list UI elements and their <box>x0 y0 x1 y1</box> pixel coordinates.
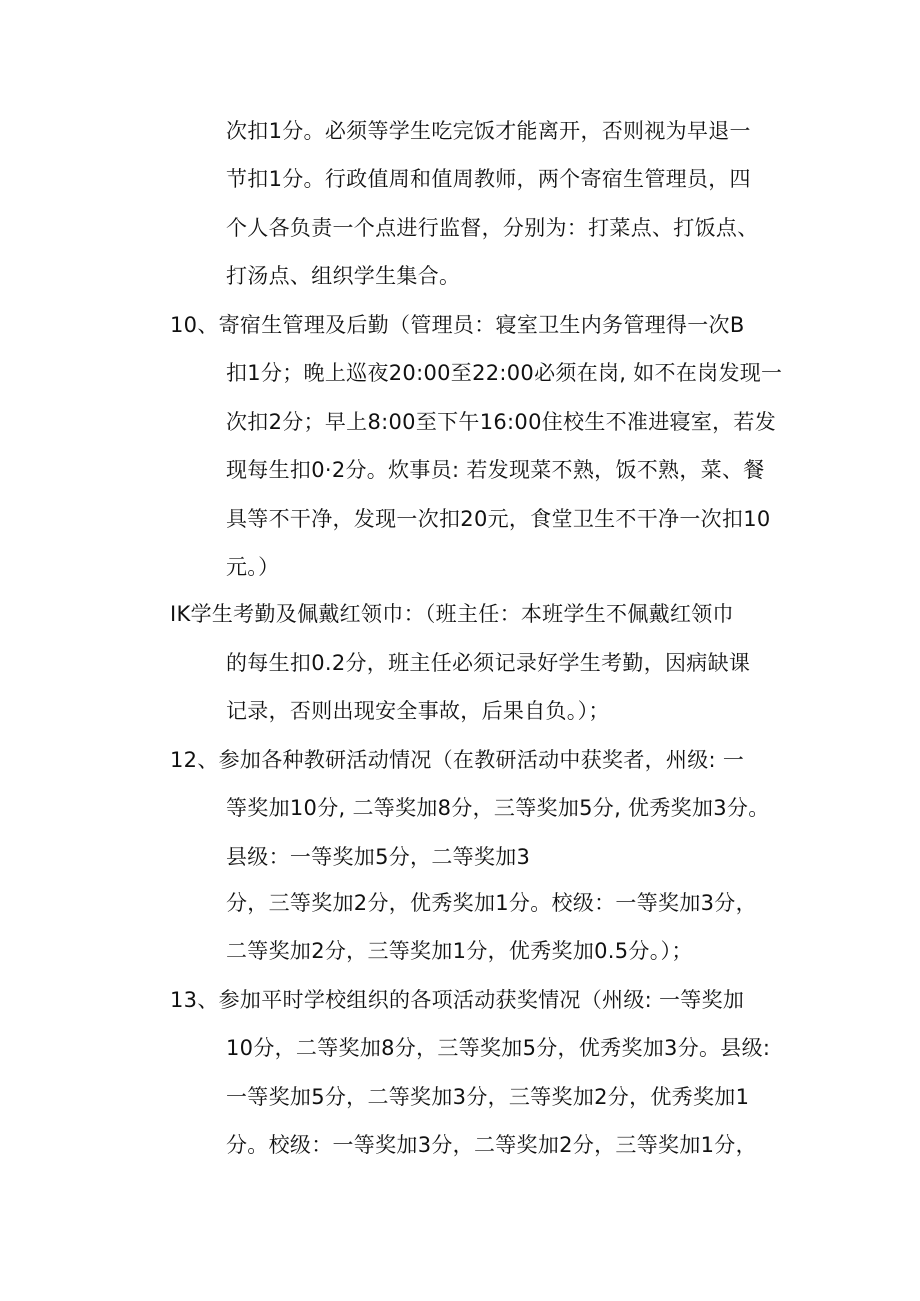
text-line: 现每生扣0·2分。炊事员: 若发现菜不熟，饭不熟，菜、餐 <box>226 458 765 482</box>
text-line: 的每生扣0.2分，班主任必须记录好学生考勤，因病缺课 <box>226 651 751 675</box>
text-line: 个人各负责一个点进行监督，分别为：打菜点、打饭点、 <box>226 216 759 240</box>
section-heading-12: 12、参加各种教研活动情况（在教研活动中获奖者，州级: 一 <box>170 748 745 772</box>
text-line: 记录，否则出现安全事故，后果自负。）； <box>226 699 610 723</box>
section-heading-10: 10、寄宿生管理及后勤（管理员：寝室卫生内务管理得一次B <box>170 313 745 337</box>
text-line: 打汤点、组织学生集合。 <box>226 264 461 288</box>
text-line: 元。） <box>226 555 280 579</box>
text-line: 等奖加10分, 二等奖加8分，三等奖加5分, 优秀奖加3分。 <box>226 796 770 820</box>
text-line: 一等奖加5分，二等奖加3分，三等奖加2分，优秀奖加1 <box>226 1085 750 1109</box>
section-heading-13: 13、参加平时学校组织的各项活动获奖情况（州级: 一等奖加 <box>170 988 745 1012</box>
text-line: 次扣2分；早上8:00至下午16:00住校生不准进寝室，若发 <box>226 410 777 434</box>
text-line: 扣1分；晚上巡夜20:00至22:00必须在岗, 如不在岗发现一 <box>226 361 783 385</box>
text-line: 二等奖加2分，三等奖加1分，优秀奖加0.5分。）； <box>226 939 693 963</box>
text-line: 节扣1分。行政值周和值周教师，两个寄宿生管理员，四 <box>226 167 751 191</box>
text-line: 县级：一等奖加5分，二等奖加3 <box>226 845 531 869</box>
text-line: 次扣1分。必须等学生吃完饭才能离开，否则视为早退一 <box>226 119 751 143</box>
text-line: 分。校级：一等奖加3分，二等奖加2分，三等奖加1分， <box>226 1133 757 1157</box>
text-line: 10分，二等奖加8分，三等奖加5分，优秀奖加3分。县级: <box>226 1036 771 1060</box>
text-line: 具等不干净，发现一次扣20元，食堂卫生不干净一次扣10 <box>226 507 771 531</box>
section-heading-11: IK学生考勤及佩戴红领巾：（班主任：本班学生不佩戴红领巾 <box>170 602 734 626</box>
text-line: 分，三等奖加2分，优秀奖加1分。校级：一等奖加3分， <box>226 891 757 915</box>
